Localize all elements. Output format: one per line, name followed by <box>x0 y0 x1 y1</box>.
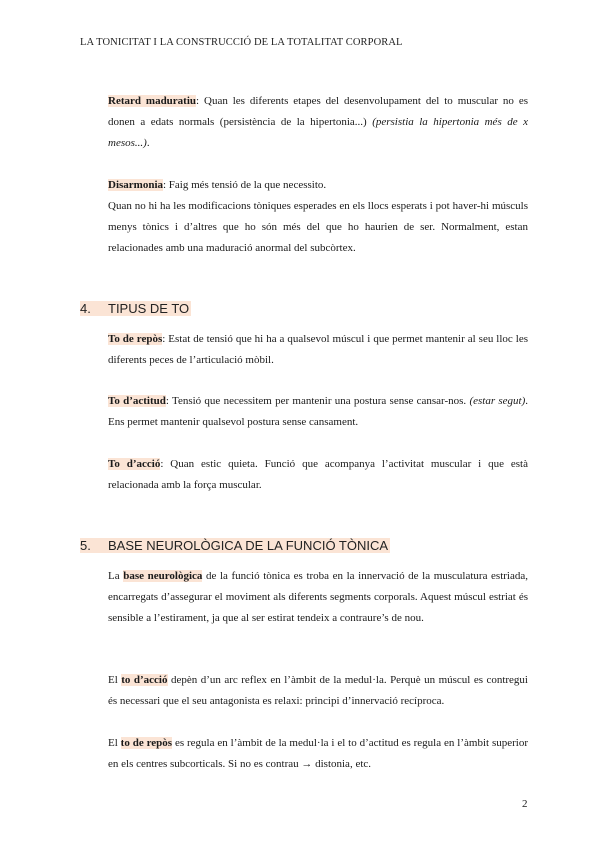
text-to-daccio-2: depèn d’un arc reflex en l’àmbit de la medul·la. Perquè un múscul es contregui és necessari que el seu antagonista es relaxi: principi d’innervació recíproca. <box>108 674 528 707</box>
paragraph-to-de-repos <box>108 329 528 371</box>
term-to-de-repos-2: to de repòs <box>120 737 173 749</box>
running-header: LA TONICITAT I LA CONSTRUCCIÓ DE LA TOTALITAT CORPORAL <box>80 37 403 48</box>
term-base-neurologica: base neurològica <box>123 570 203 582</box>
paragraph-base-neurologica <box>108 566 528 629</box>
term-to-dactitud: To d’actitud <box>108 395 166 407</box>
paragraph-disarmonia <box>108 175 528 259</box>
page-number: 2 <box>522 798 528 810</box>
section-title-4: TIPUS DE TO <box>108 301 190 316</box>
pre-to-de-repos-2: El <box>108 737 121 749</box>
section-number-4: 4. <box>80 301 108 316</box>
section-heading-5 <box>80 538 390 553</box>
italic-to-dactitud: (estar segut) <box>469 395 526 407</box>
paragraph-to-daccio <box>108 454 528 496</box>
term-to-daccio-2: to d’acció <box>121 674 168 686</box>
text-to-de-repos-2: es regula en l’àmbit de la medul·la i el to d’actitud es regula en l’àmbit superior en els centres subcorticals. Si no es contrau → distonia, etc. <box>108 737 528 770</box>
paragraph-retard-maduratiu <box>108 91 528 154</box>
end-retard-maduratiu: . <box>146 137 150 149</box>
text-retard-maduratiu: : Quan les diferents etapes del desenvolupament del to muscular no es donen a edats normals (persistència de la hipertonia...) <box>108 95 529 128</box>
text-to-de-repos: : Estat de tensió que hi ha a qualsevol múscul i que permet mantenir al seu lloc les diferents peces de l’articulació mòbil. <box>108 333 528 366</box>
paragraph-to-daccio-2 <box>108 670 528 712</box>
term-to-de-repos: To de repòs <box>108 333 163 345</box>
section-title-5: BASE NEUROLÒGICA DE LA FUNCIÓ TÒNICA <box>108 538 389 553</box>
paragraph-to-dactitud <box>108 391 528 433</box>
text-base-neurologica: de la funció tònica es troba en la innervació de la musculatura estriada, encarregats d’assegurar el moviment als diferents segments corporals. Aquest múscul estriat és sensible a l’estirament, ja que al ser estirat tendeix a contraure’s de nou. <box>108 570 529 624</box>
section-heading-4 <box>80 301 191 316</box>
italic-retard-maduratiu: (persistia la hipertonia més de x mesos...) <box>108 116 528 149</box>
term-retard-maduratiu: Retard maduratiu <box>108 95 197 107</box>
section-number-5: 5. <box>80 538 108 553</box>
term-to-daccio: To d’acció <box>108 458 161 470</box>
text-to-daccio: : Quan estic quieta. Funció que acompanya l’activitat muscular i que està relacionada amb la força muscular. <box>108 458 528 491</box>
paragraph-to-de-repos-2 <box>108 733 528 775</box>
end-to-dactitud: . Ens permet mantenir qualsevol postura sense cansament. <box>108 395 529 428</box>
text-disarmonia-2: Quan no hi ha les modificacions tòniques esperades en els llocs esperats i pot haver-hi músculs menys tònics i d’altres que ho són més del que ho haurien de ser. Normalment, estan relacionades amb una maduració anormal del subcòrtex. <box>108 200 528 254</box>
pre-base-neurologica: La <box>108 570 124 582</box>
pre-to-daccio-2: El <box>108 674 122 686</box>
text-disarmonia: : Faig més tensió de la que necessito. <box>163 179 327 191</box>
text-to-dactitud: : Tensió que necessitem per mantenir una postura sense cansar-nos. <box>165 395 470 407</box>
term-disarmonia: Disarmonia <box>108 179 163 191</box>
